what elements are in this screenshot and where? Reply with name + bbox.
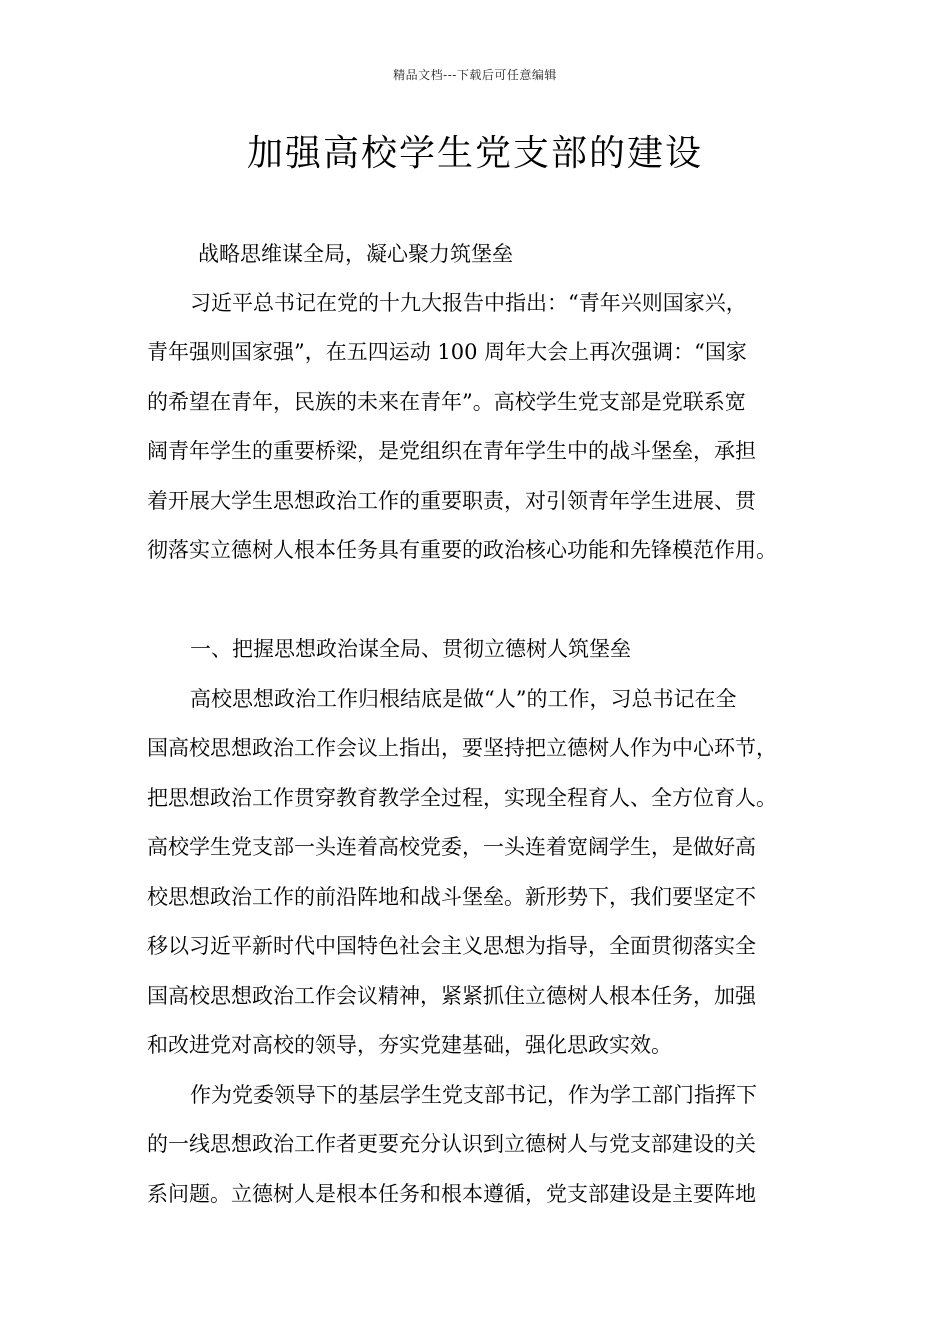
paragraph-2-line: 和改进党对高校的领导，夯实党建基础，强化思政实效。 <box>147 1033 672 1057</box>
subtitle: 战略思维谋全局，凝心聚力筑堡垒 <box>198 242 513 266</box>
paragraph-3-line: 的一线思想政治工作者更要充分认识到立德树人与党支部建设的关 <box>147 1132 756 1156</box>
paragraph-3-line: 系问题。立德树人是根本任务和根本遵循，党支部建设是主要阵地 <box>147 1182 756 1206</box>
paragraph-2-line: 国高校思想政治工作会议精神，紧紧抓住立德树人根本任务，加强 <box>147 984 756 1008</box>
paragraph-2-line: 国高校思想政治工作会议上指出，要坚持把立德树人作为中心环节， <box>147 736 777 760</box>
paragraph-3-line: 作为党委领导下的基层学生党支部书记，作为学工部门指挥下 <box>190 1083 757 1107</box>
paragraph-2-line: 高校学生党支部一头连着高校党委，一头连着宽阔学生，是做好高 <box>147 835 756 859</box>
paragraph-1-line: 的希望在青年，民族的未来在青年”。高校学生党支部是党联系宽 <box>147 390 746 414</box>
paragraph-2-line: 把思想政治工作贯穿教育教学全过程，实现全程育人、全方位育人。 <box>147 786 777 810</box>
paragraph-1-line: 阔青年学生的重要桥梁，是党组织在青年学生中的战斗堡垒，承担 <box>147 439 756 463</box>
header-note: 精品文档---下载后可任意编辑 <box>393 68 557 82</box>
paragraph-1-line: 青年强则国家强”，在五四运动 100 周年大会上再次强调：“国家 <box>147 340 747 364</box>
paragraph-1-line: 着开展大学生思想政治工作的重要职责，对引领青年学生进展、贯 <box>147 489 756 513</box>
paragraph-2-line: 高校思想政治工作归根结底是做“人”的工作，习总书记在全 <box>190 687 737 711</box>
paragraph-2-line: 校思想政治工作的前沿阵地和战斗堡垒。新形势下，我们要坚定不 <box>147 885 756 909</box>
paragraph-1-line: 彻落实立德树人根本任务具有重要的政治核心功能和先锋模范作用。 <box>147 538 777 562</box>
document-title: 加强高校学生党支部的建设 <box>246 133 703 174</box>
paragraph-1-line: 习近平总书记在党的十九大报告中指出：“青年兴则国家兴， <box>190 291 747 315</box>
section-heading: 一、把握思想政治谋全局、贯彻立德树人筑堡垒 <box>190 637 631 661</box>
paragraph-2-line: 移以习近平新时代中国特色社会主义思想为指导，全面贯彻落实全 <box>147 934 756 958</box>
